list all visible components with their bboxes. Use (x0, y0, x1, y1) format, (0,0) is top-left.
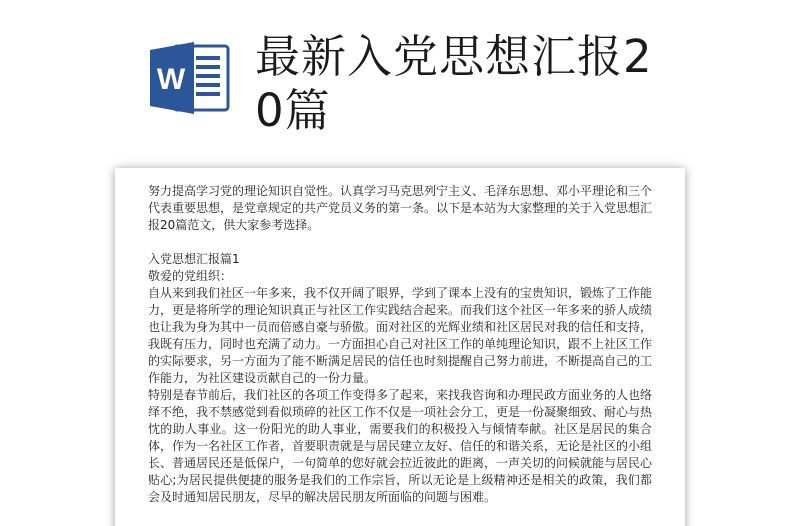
body-paragraph-1: 自从来到我们社区一年多来，我不仅开阔了眼界，学到了课本上没有的宝贵知识，锻炼了工作能力，更是将所学的理论知识真正与社区工作实践结合起来。而我们这个社区一年多来的骄人成绩也让我为身为其中一员而倍感自豪与骄傲。面对社区的光辉业绩和社区居民对我的信任和支持，我既有压力，同时也充满了动力。一方面担心自己对社区工作的单纯理论知识，跟不上社区工作的实际要求，另一方面为了能不断满足居民的信任也时刻提醒自己努力前进，不断提高自己的工作能力，为社区建设贡献自己的一份力量。 (148, 286, 653, 385)
word-document-icon (148, 40, 232, 116)
paragraph-gap (148, 234, 652, 251)
document-title: 最新入党思想汇报20篇 (255, 30, 653, 137)
word-icon-letter: W (156, 63, 186, 96)
section-title: 入党思想汇报篇1 (148, 252, 240, 266)
body-paragraph-2: 特别是春节前后，我们社区的各项工作变得多了起来，来找我咨询和办理民政方面业务的人也络绎不绝，我不禁感觉到看似琐碎的社区工作不仅是一项社会分工，更是一份凝聚细致、耐心与热忱的助人事业。这一份阳光的助人事业，需要我们的积极投入与倾情奉献。社区是居民的集合体，作为一名社区工作者，首要职责就是与居民建立友好、信任的和谐关系，无论是社区的小组长、普通居民还是低保户，一句简单的您好就会拉近彼此的距离，一声关切的问候就能与居民心贴心;为居民提供便捷的服务是我们的工作宗旨，所以无论是上级精神还是相关的政策，我们都会及时通知居民朋友，尽早的解决居民朋友所面临的问题与困难。 (148, 388, 653, 504)
salutation: 敬爱的党组织： (148, 269, 233, 283)
intro-paragraph: 努力提高学习党的理论知识自觉性。认真学习马克思列宁主义、毛泽东思想、邓小平理论和三个代表重要思想，是党章规定的共产党员义务的第一条。以下是本站为大家整理的关于入党思想汇报20篇范文，供大家参考选择。 (148, 184, 653, 232)
document-body (148, 183, 652, 506)
